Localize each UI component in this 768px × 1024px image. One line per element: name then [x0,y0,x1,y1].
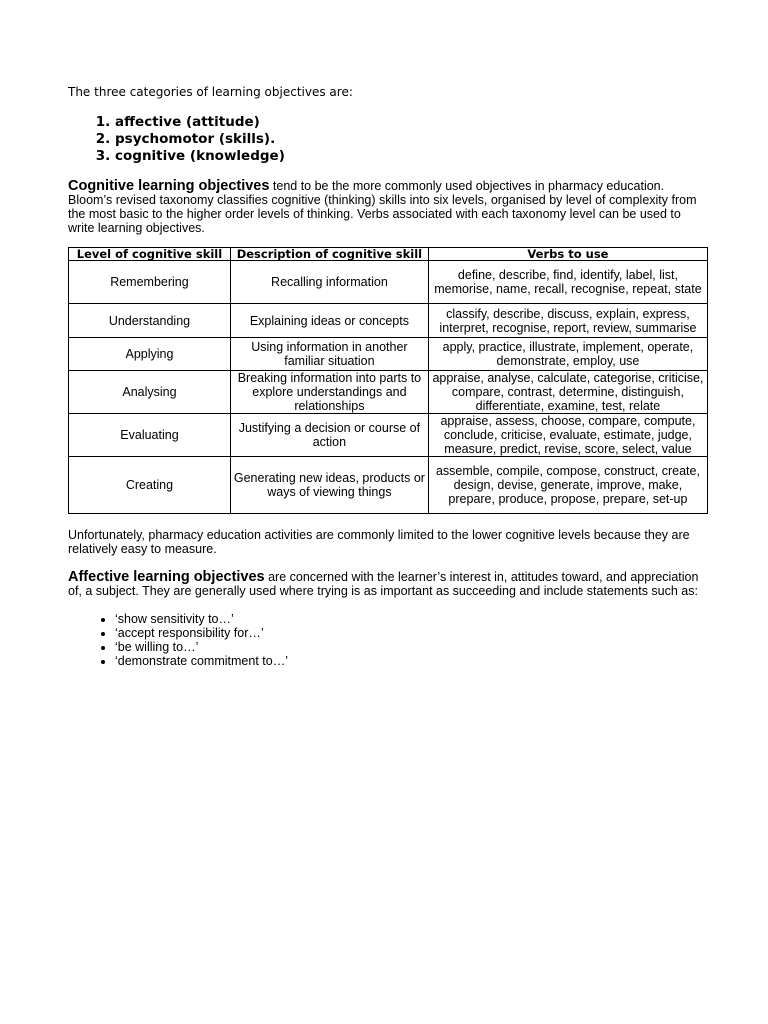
description-cell: Explaining ideas or concepts [230,304,428,338]
description-cell: Breaking information into parts to explore understandings and relationships [230,371,428,414]
list-item: • ‘show sensitivity to…’ [115,612,708,626]
table-row [69,338,708,371]
table-row [69,304,708,338]
cognitive-skills-table [68,247,708,514]
cognitive-heading: Cognitive learning objectives [68,178,270,194]
level-cell: Applying [69,338,231,371]
header-verbs: Verbs to use [428,248,707,261]
level-cell: Evaluating [69,414,231,457]
cognitive-paragraph [68,179,708,235]
description-cell: Justifying a decision or course of action [230,414,428,457]
cognitive-text: tend to be the more commonly used objectives in pharmacy education. Bloom’s revised taxonomy classifies cognitive (thinking) skills into six levels, organised by level of complexity from the most basic to the higher order levels of thinking. Verbs associated with each taxonomy level can be used to write learning objectives. [68,179,697,235]
list-item: • ‘be willing to…’ [115,640,708,654]
header-description: Description of cognitive skill [230,248,428,261]
affective-heading: Affective learning objectives [68,569,265,585]
table-row [69,261,708,304]
verbs-cell: appraise, analyse, calculate, categorise, criticise, compare, contrast, determine, distinguish, differentiate, examine, test, relate [428,371,707,414]
header-level: Level of cognitive skill [69,248,231,261]
list-item: • ‘demonstrate commitment to…’ [115,654,708,668]
list-item: • ‘accept responsibility for…’ [115,626,708,640]
document-page [68,84,708,668]
verbs-cell: classify, describe, discuss, explain, express, interpret, recognise, report, review, summarise [428,304,707,338]
description-cell: Using information in another familiar situation [230,338,428,371]
verbs-cell: define, describe, find, identify, label, list, memorise, name, recall, recognise, repeat, state [428,261,707,304]
verbs-cell: appraise, assess, choose, compare, compute, conclude, criticise, evaluate, estimate, judge, measure, predict, revise, score, select, value [428,414,707,457]
table-row [69,371,708,414]
affective-paragraph [68,570,708,598]
table-row [69,414,708,457]
affective-text: are concerned with the learner’s interest in, attitudes toward, and appreciation of, a subject. They are generally used where trying is as important as succeeding and include statements such as: [68,570,699,598]
table-header-row [69,248,708,261]
category-list [68,114,708,165]
statement-list [68,612,708,668]
intro-text: The three categories of learning objectives are: [68,85,353,99]
table-row [69,457,708,514]
verbs-cell: assemble, compile, compose, construct, create, design, devise, generate, improve, make, prepare, produce, propose, prepare, set-up [428,457,707,514]
level-cell: Analysing [69,371,231,414]
category-item: 2. psychomotor (skills). [115,131,708,148]
limited-paragraph: Unfortunately, pharmacy education activities are commonly limited to the lower cognitive levels because they are relatively easy to measure. [68,528,690,556]
category-item: 3. cognitive (knowledge) [115,148,708,165]
level-cell: Understanding [69,304,231,338]
level-cell: Remembering [69,261,231,304]
category-item: 1. affective (attitude) [115,114,708,131]
verbs-cell: apply, practice, illustrate, implement, operate, demonstrate, employ, use [428,338,707,371]
description-cell: Recalling information [230,261,428,304]
description-cell: Generating new ideas, products or ways of viewing things [230,457,428,514]
level-cell: Creating [69,457,231,514]
